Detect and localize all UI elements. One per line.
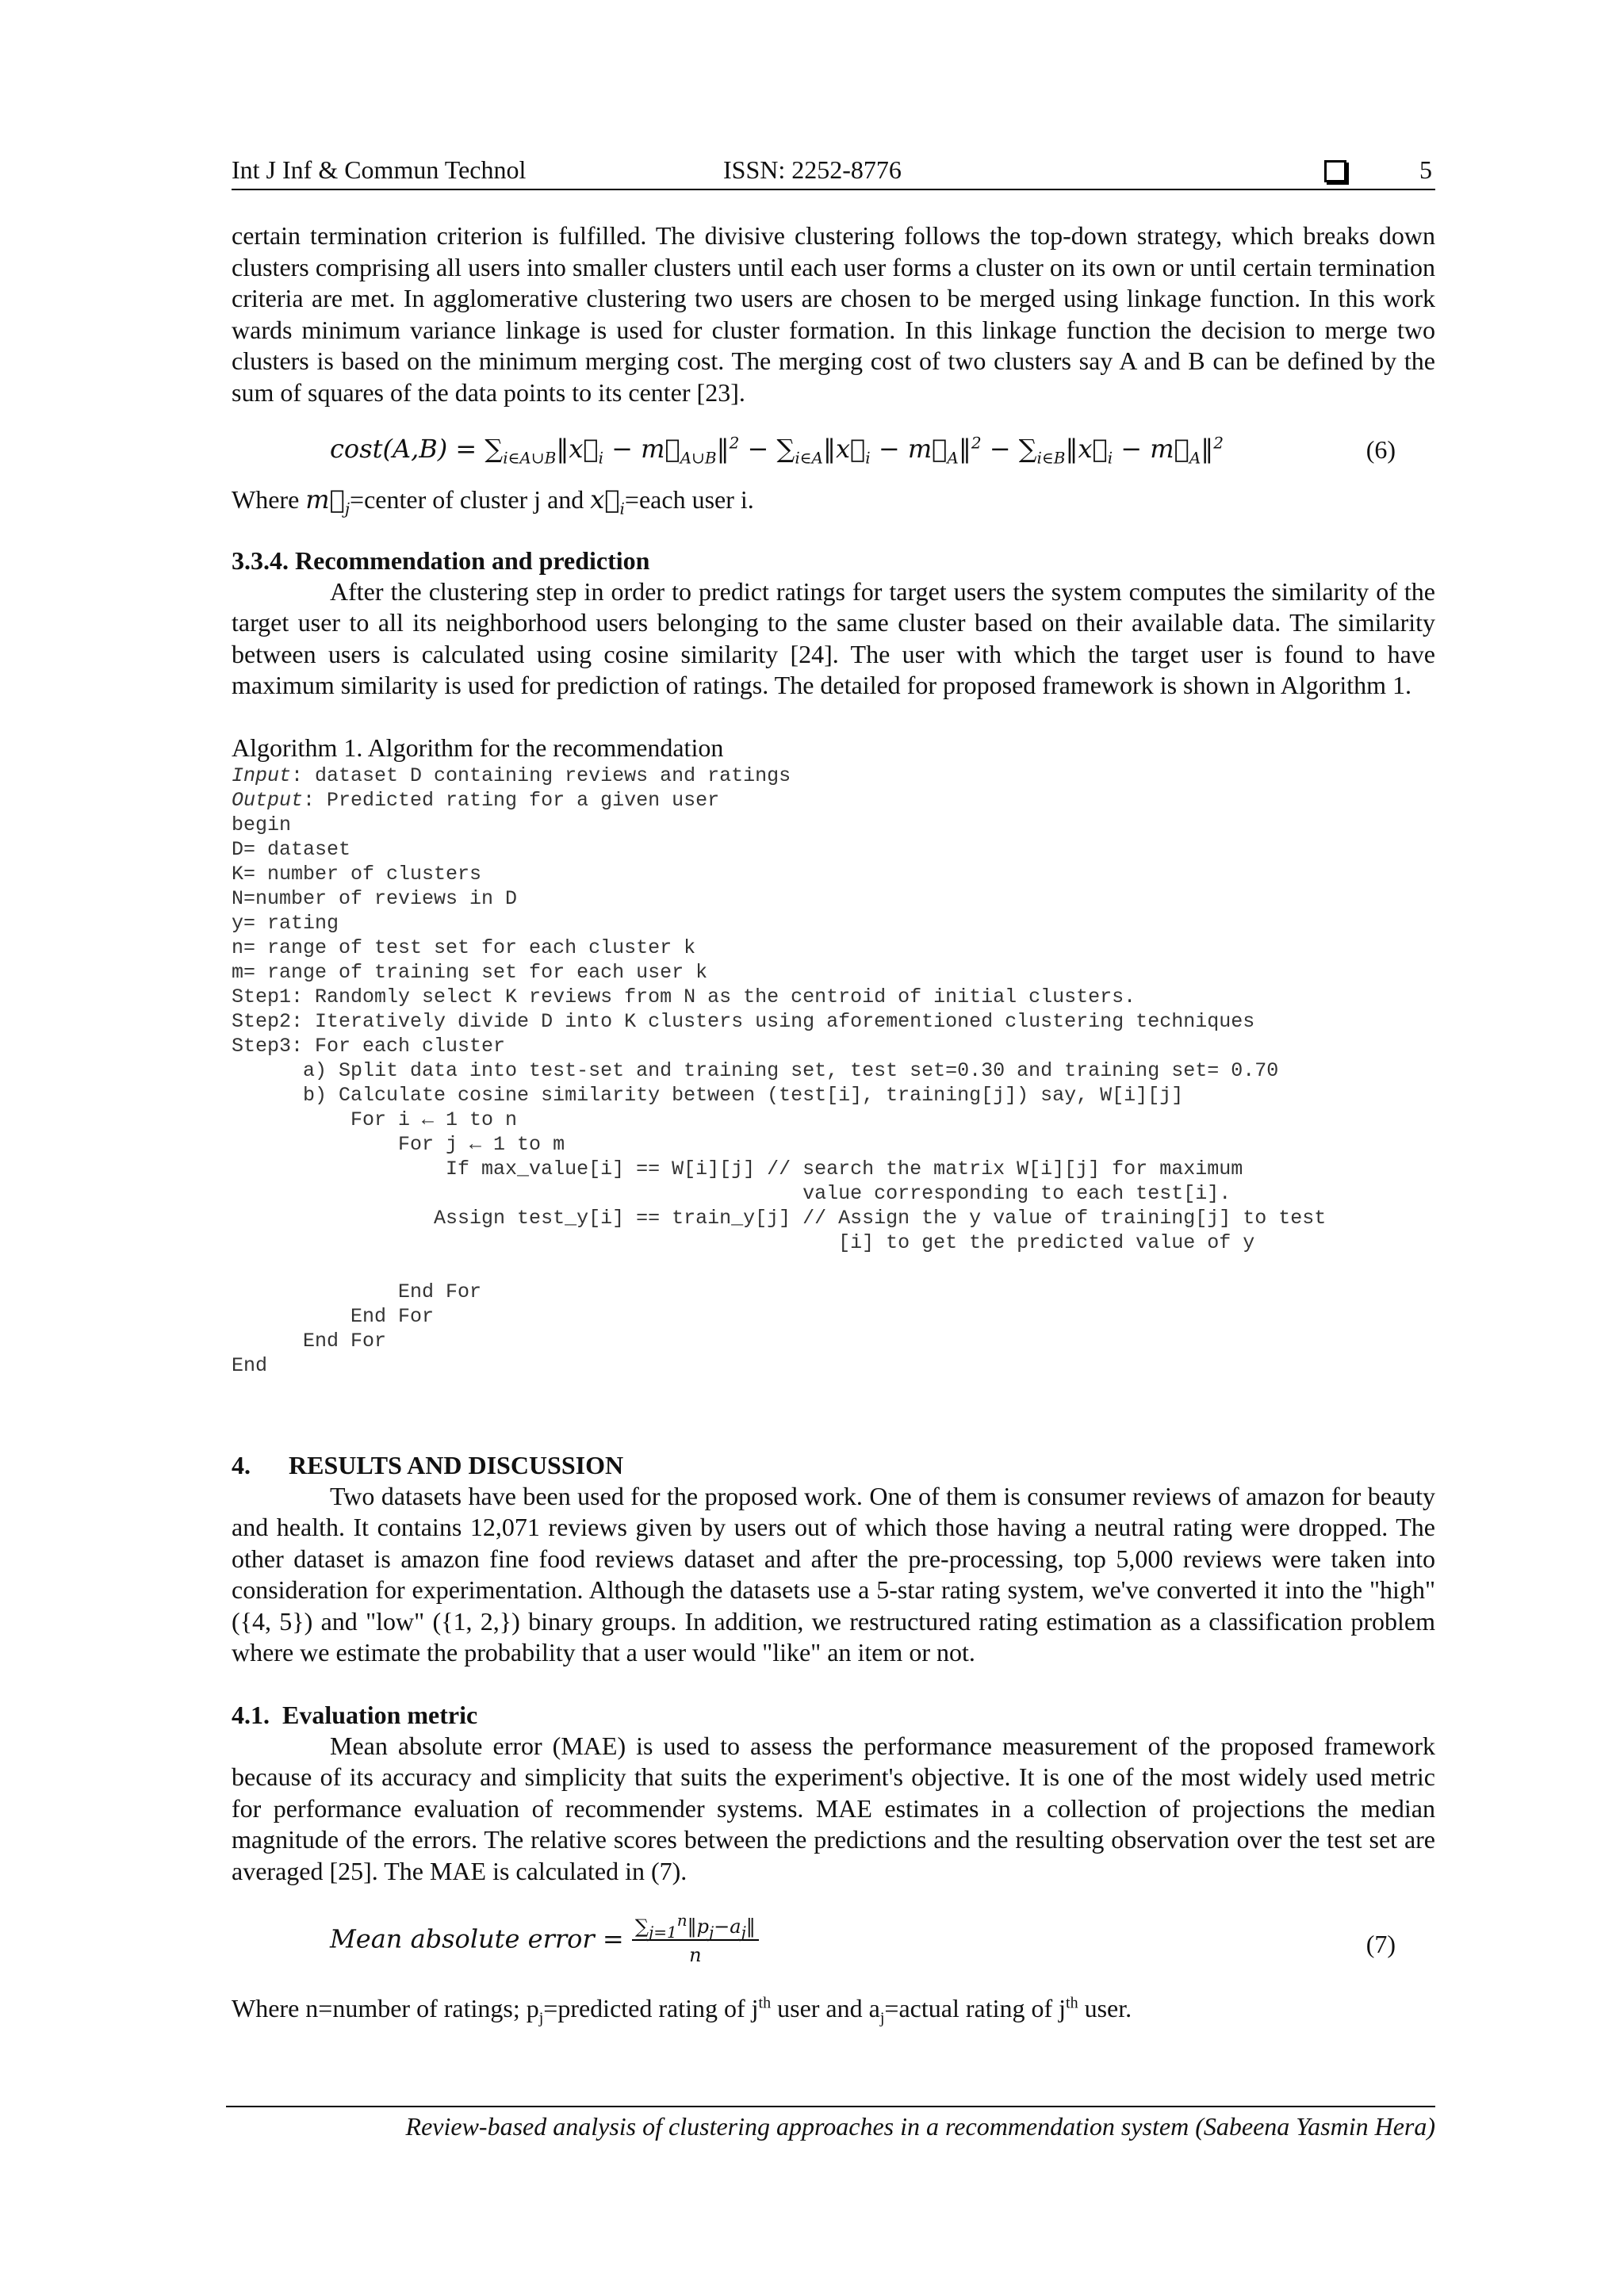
equation-6-expression: $\cos t(A,B) = \sum_{i\in A\cup B}‖x⃗_i$ − $m⃗_{A\cup B}‖^2$ − $\sum_{i\in A}‖x⃗_i$ − $m⃗_A‖^2$ − $\sum_{i\in B}‖x⃗_i$ − $m⃗_A‖^2$ [330, 433, 1224, 468]
algorithm-output-label: Output [232, 788, 304, 812]
page-number: 5 [1419, 155, 1432, 184]
algorithm-line: Step3: For each cluster [232, 1034, 506, 1058]
equation-7 [232, 1911, 1435, 1982]
algorithm-code [232, 763, 1435, 1378]
equation-7-expression [330, 1911, 759, 1966]
algorithm-line: End For [303, 1329, 387, 1353]
algorithm-line: a) Split data into test-set and training set, test set=0.30 and training set= 0.70 [303, 1058, 1279, 1082]
algorithm-lines [232, 813, 1326, 1377]
algorithm-line: m= range of training set for each user k [232, 960, 708, 984]
equation-7-lhs: Mean absolute error = [330, 1923, 632, 1954]
section-heading-4: 4. RESULTS AND DISCUSSION [232, 1450, 624, 1479]
algorithm-line: b) Calculate cosine similarity between (test[i], training[j]) say, W[i][j] [303, 1083, 1184, 1107]
algorithm-input-text: : dataset D containing reviews and ratings [291, 763, 791, 787]
section-heading-3-3-4: 3.3.4. Recommendation and prediction [232, 545, 650, 575]
algorithm-line: n= range of test set for each cluster k [232, 936, 696, 959]
algorithm-line: End [232, 1353, 268, 1377]
algorithm-line: Step1: Randomly select K reviews from N as the centroid of initial clusters. [232, 985, 1136, 1008]
algorithm-line: begin [232, 813, 292, 836]
journal-name: Int J Inf & Commun Technol [232, 155, 527, 184]
equation-6 [232, 423, 1435, 478]
algorithm-line: N=number of reviews in D [232, 886, 518, 910]
algorithm-input-label: Input [232, 763, 292, 787]
algorithm-line: For j ← 1 to m [398, 1132, 565, 1156]
equation-6-number: (6) [1365, 435, 1396, 464]
algorithm-line: If max_value[i] == W[i][j] // search the matrix W[i][j] for maximum [446, 1157, 1243, 1181]
algorithm-line: For i ← 1 to n [350, 1108, 518, 1131]
algorithm-line: End For [398, 1280, 482, 1303]
equation-7-where: Where n=number of ratings; $p_j=predicted$ rating of $j^{th}$ user and $a_j=actual$ rating of $j^{th}$ user. [232, 1994, 1132, 2027]
issn: ISSN: 2252-8776 [723, 155, 902, 184]
algorithm-line: D= dataset [232, 837, 351, 861]
paragraph-evaluation-metric: Mean absolute error (MAE) is used to assess the performance measurement of the proposed framework because of its accuracy and simplicity that suits the experiment's objective. It is one of the most widely used metric for performance evaluation of recommender systems. MAE estimates in a collection of projections the median magnitude of the errors. The relative scores between the predictions and the resulting observation over the test set are averaged [25]. The MAE is calculated in (7). [232, 1731, 1435, 1885]
algorithm-output-text: : Predicted rating for a given user [303, 788, 720, 812]
algorithm-title: Algorithm 1. Algorithm for the recommendation [232, 733, 724, 762]
equation-6-where: Where $m⃗_j=center$ of cluster j and $x⃗_i=each$ user i. [232, 484, 754, 519]
algorithm-line: Step2: Iteratively divide D into K clusters using aforementioned clustering techniques [232, 1009, 1255, 1033]
paragraph-clustering: certain termination criterion is fulfilled. The divisive clustering follows the top-down strategy, which breaks down clusters comprising all users into smaller clusters until each user forms a cluster on its own or until certain termination criteria are met. In agglomerative clustering two users are chosen to be merged using linkage function. In this work wards minimum variance linkage is used for cluster formation. In this linkage function the decision to merge two clusters is based on the minimum merging cost. The merging cost of two clusters say A and B can be defined by the sum of squares of the data points to its center [23]. [232, 221, 1435, 407]
algorithm-line: value corresponding to each test[i]. [802, 1181, 1231, 1205]
page-footer: Review-based analysis of clustering approaches in a recommendation system (Sabeena Yasmin Hera) [226, 2106, 1435, 2141]
paragraph-results: Two datasets have been used for the proposed work. One of them is consumer reviews of amazon for beauty and health. It contains 12,071 reviews given by users out of which those having a neutral rating were dropped. The other dataset is amazon fine food reviews dataset and after the pre-processing, top 5,000 reviews were taken into consideration for experimentation. Although the datasets use a 5-star rating system, we've converted it into the "high" ({4, 5}) and "low" ({1, 2,}) binary groups. In addition, we restructured rating estimation as a classification problem where we estimate the probability that a user would "like" an item or not. [232, 1481, 1435, 1667]
equation-7-fraction: $\frac{\sum_{j=1}^n‖p_j-a_j‖}{n}$ [632, 1915, 759, 1966]
algorithm-line: K= number of clusters [232, 862, 482, 886]
checkbox-icon [1324, 160, 1346, 182]
equation-7-number: (7) [1365, 1930, 1396, 1958]
algorithm-line: y= rating [232, 911, 339, 935]
algorithm-line: End For [350, 1304, 435, 1328]
algorithm-line: Assign test_y[i] == train_y[j] // Assign the y value of training[j] to test [434, 1206, 1327, 1230]
paragraph-recommendation: After the clustering step in order to predict ratings for target users the system computes the similarity of the target user to all its neighborhood users belonging to the same cluster based on their available data. The similarity between users is calculated using cosine similarity [24]. The user with which the target user is found to have maximum similarity is used for prediction of ratings. The detailed for proposed framework is shown in Algorithm 1. [232, 576, 1435, 699]
algorithm-line: [i] to get the predicted value of y [838, 1230, 1255, 1254]
section-heading-4-1: 4.1. Evaluation metric [232, 1700, 478, 1729]
page [232, 151, 1435, 2025]
page-header [232, 151, 1435, 190]
